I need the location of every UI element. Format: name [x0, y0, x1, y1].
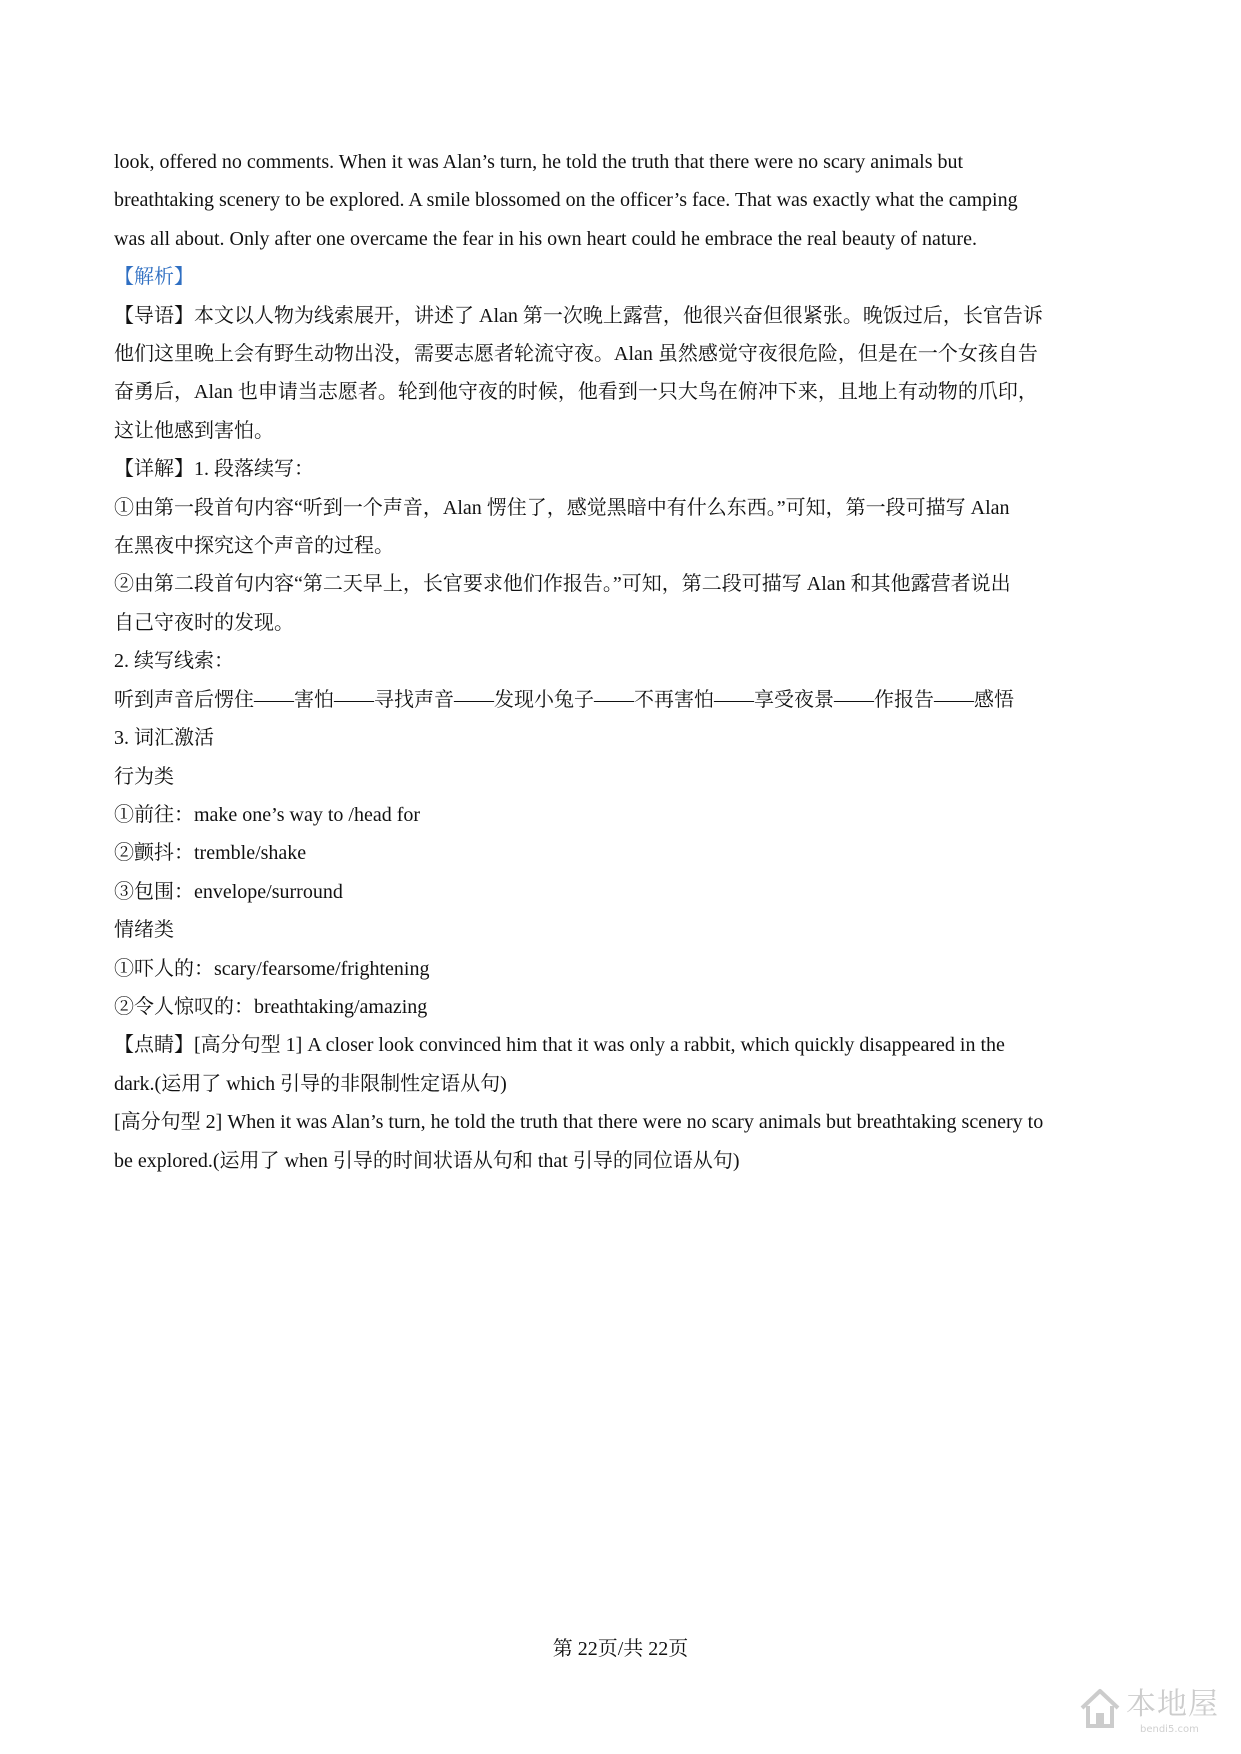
- action-heading: 行为类: [114, 765, 174, 788]
- highlight-line: dark.(运用了 which 引导的非限制性定语从句): [114, 1072, 507, 1095]
- emotion-item: ①吓人的：scary/fearsome/frightening: [114, 957, 430, 980]
- story-line: breathtaking scenery to be explored. A smile blossomed on the officer’s face. That was exactly what the camping: [114, 189, 1018, 212]
- para1-line: 在黑夜中探究这个声音的过程。: [114, 535, 394, 558]
- story-line: look, offered no comments. When it was Alan’s turn, he told the truth that there were no scary animals but: [114, 151, 964, 173]
- page-number: 第 22页/共 22页: [552, 1638, 689, 1660]
- story-line: was all about. Only after one overcame the fear in his own heart could he embrace the real beauty of nature.: [114, 227, 977, 250]
- para2-line: ②由第二段首句内容“第二天早上，长官要求他们作报告。”可知，第二段可描写 Alan 和其他露营者说出: [114, 573, 1011, 596]
- intro-line: 他们这里晚上会有野生动物出没，需要志愿者轮流守夜。Alan 虽然感觉守夜很危险，但是在一个女孩自告: [114, 343, 1038, 366]
- watermark: [1078, 1684, 1241, 1754]
- watermark-subtext: bendi5.com: [1140, 1724, 1199, 1735]
- action-item: ①前往：make one’s way to /head for: [114, 803, 421, 826]
- intro-line: 【导语】本文以人物为线索展开，讲述了 Alan 第一次晚上露营，他很兴奋但很紧张。晚饭过后，长官告诉: [114, 304, 1043, 327]
- document-body: [114, 143, 1134, 1180]
- intro-line: 这让他感到害怕。: [114, 419, 274, 442]
- emotion-heading: 情绪类: [114, 919, 174, 942]
- highlight-line: [高分句型 2] When it was Alan’s turn, he told the truth that there were no scary animals but breathtaking scenery to: [114, 1111, 1044, 1134]
- highlight-line: be explored.(运用了 when 引导的时间状语从句和 that 引导的同位语从句): [114, 1149, 740, 1172]
- highlight-line: 【点睛】[高分句型 1] A closer look convinced him that it was only a rabbit, which quickly disappeared in the: [114, 1034, 1005, 1057]
- watermark-text: 本地屋: [1126, 1687, 1219, 1722]
- action-item: ③包围：envelope/surround: [114, 880, 343, 903]
- intro-line: 奋勇后，Alan 也申请当志愿者。轮到他守夜的时候，他看到一只大鸟在俯冲下来，且地上有动物的爪印，: [114, 381, 1038, 404]
- action-item: ②颤抖：tremble/shake: [114, 842, 307, 865]
- para1-line: ①由第一段首句内容“听到一个声音，Alan 愣住了，感觉黑暗中有什么东西。”可知，第一段可描写 Alan: [114, 496, 1010, 519]
- para2-line: 自己守夜时的发现。: [114, 611, 294, 634]
- house-icon: [1078, 1686, 1122, 1730]
- emotion-item: ②令人惊叹的：breathtaking/amazing: [114, 995, 428, 1018]
- vocab-heading: 3. 词汇激活: [114, 727, 214, 750]
- clue-heading: 2. 续写线索：: [114, 650, 234, 673]
- analysis-heading: 【解析】: [114, 266, 194, 289]
- page-footer: [0, 1636, 1241, 1662]
- detail-heading: 【详解】1. 段落续写：: [114, 458, 314, 481]
- clue-text: 听到声音后愣住——害怕——寻找声音——发现小兔子——不再害怕——享受夜景——作报告——感悟: [114, 688, 1014, 711]
